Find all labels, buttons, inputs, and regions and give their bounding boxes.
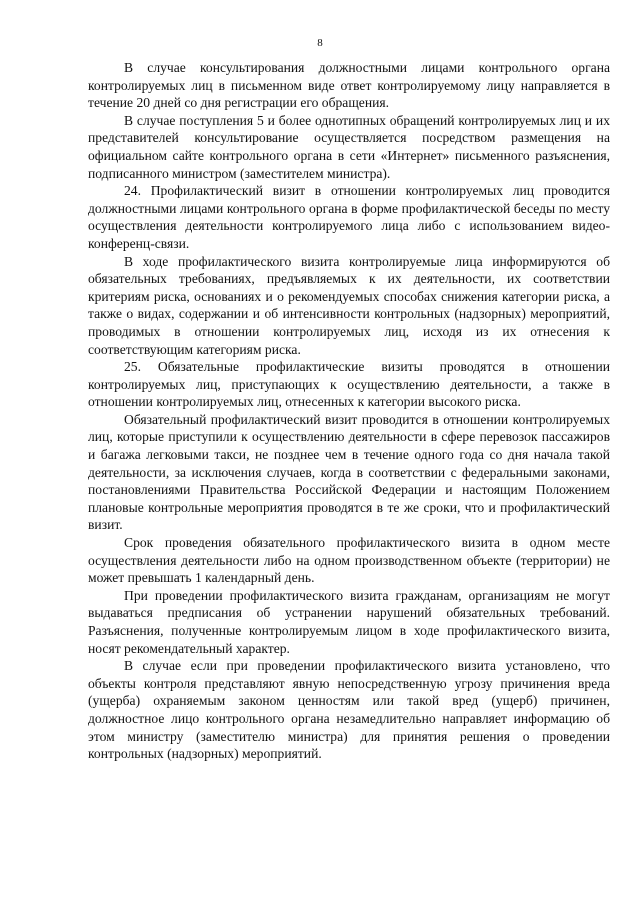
paragraph-consultation-written: В случае консультирования должностными лицами контрольного органа контролируемых лиц в письменном виде ответ контролируемому лицу направляется в течение 20 дней со дня регистрации его обращения.	[88, 60, 610, 111]
paragraph-visit-duration: Срок проведения обязательного профилактического визита в одном месте осуществления деятельности либо на одном производственном объекте (территории) не может превышать 1 календарный день.	[88, 535, 610, 586]
paragraph-visit-information: В ходе профилактического визита контролируемые лица информируются об обязательных требованиях, предъявляемых к их деятельности, их соответствии критериям риска, основаниях и о рекомендуемых способах снижения категории риска, а также о видах, содержании и об интенсивности контрольных (надзорных) мероприятий, проводимых в отношении контролируемых лиц, исходя из их отнесения к соответствующим категориям риска.	[88, 253, 610, 357]
page-number: 8	[317, 37, 323, 49]
paragraph-consultation-website: В случае поступления 5 и более однотипных обращений контролируемых лиц и их представителей консультирование осуществляется посредством размещения на официальном сайте контрольного органа в сети «Интернет» письменного разъяснения, подписанного министром (заместителем министра).	[88, 112, 610, 181]
paragraph-25-mandatory-visits: 25. Обязательные профилактические визиты проводятся в отношении контролируемых лиц, приступающих к осуществлению деятельности, а также в отношении контролируемых лиц, отнесенных к категории высокого риска.	[88, 359, 610, 410]
paragraph-no-prescriptions: При проведении профилактического визита гражданам, организациям не могут выдаваться предписания об устранении нарушений обязательных требований. Разъяснения, полученные контролируемым лицом в ходе профилактического визита, носят рекомендательный характер.	[88, 587, 610, 656]
document-body	[88, 59, 610, 763]
paragraph-threat-reporting: В случае если при проведении профилактического визита установлено, что объекты контроля представляют явную непосредственную угрозу причинения вреда (ущерба) охраняемым законом ценностям или такой вред (ущерб) причинен, должностное лицо контрольного органа незамедлительно направляет информацию об этом министру (заместителю министра) для принятия решения о проведении контрольных (надзорных) мероприятий.	[88, 658, 610, 762]
paragraph-24-preventive-visit: 24. Профилактический визит в отношении контролируемых лиц проводится должностными лицами контрольного органа в форме профилактической беседы по месту осуществления деятельности контролируемого лица либо с использованием видео-конференц-связи.	[88, 183, 610, 251]
paragraph-mandatory-visit-taxi: Обязательный профилактический визит проводится в отношении контролируемых лиц, которые приступили к осуществлению деятельности в сфере перевозок пассажиров и багажа легковыми такси, не позднее чем в течение одного года со дня начала такой деятельности, за исключения случаев, когда в соответствии с федеральными законами, постановлениями Правительства Российской Федерации и настоящим Положением плановые контрольные мероприятия проводятся в те же сроки, что и профилактический визит.	[88, 411, 610, 533]
